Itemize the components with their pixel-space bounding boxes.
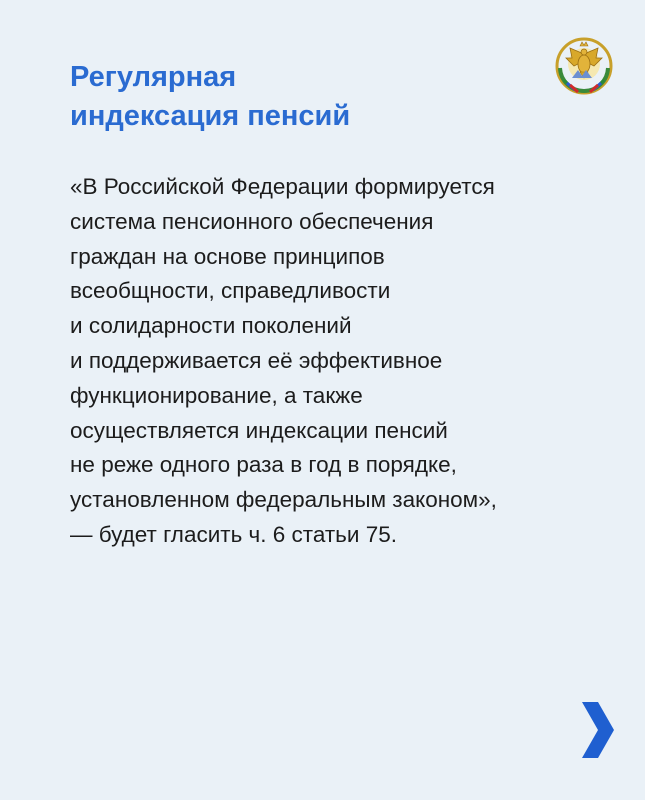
- chevron-right-icon: [578, 700, 616, 760]
- quote-line: и солидарности поколений: [70, 313, 352, 339]
- next-slide-button[interactable]: [578, 700, 616, 760]
- title-line-1: Регулярная: [70, 61, 237, 93]
- quote-line: и поддерживается её эффективное: [70, 347, 443, 373]
- coat-of-arms-icon: [548, 28, 620, 100]
- quote-line: «В Российской Федерации формируется: [70, 174, 495, 199]
- quote-line: не реже одного раза в год в порядке,: [70, 452, 457, 478]
- quote-line: система пенсионного обеспечения: [70, 208, 434, 234]
- quote-line: — будет гласить ч. 6 статьи 75.: [70, 521, 397, 547]
- page-title: [70, 58, 350, 136]
- quote-line: граждан на основе принципов: [70, 243, 385, 269]
- quote-line: функционирование, а также: [70, 382, 363, 408]
- quote-line: всеобщности, справедливости: [70, 278, 391, 304]
- title-line-2: индексация пенсий: [70, 100, 351, 132]
- quote-line: осуществляется индексации пенсий: [70, 417, 448, 443]
- quote-line: установленном федеральным законом»,: [70, 487, 497, 513]
- quote-text: [70, 170, 497, 553]
